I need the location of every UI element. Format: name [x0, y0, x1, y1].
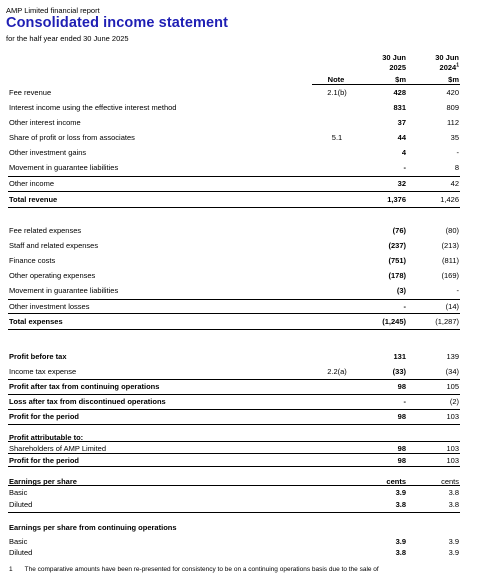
table-row [0, 241, 477, 255]
row-value-2024: (2) [449, 397, 459, 406]
row-value-2024: 420 [446, 88, 459, 97]
row-value-2025: (751) [388, 256, 406, 265]
table-row [0, 523, 477, 537]
row-divider [8, 379, 460, 380]
row-value-2024: 35 [450, 133, 459, 142]
table-row [0, 103, 477, 117]
row-divider [8, 424, 460, 425]
header-rule [312, 84, 460, 85]
row-value-2025: 3.8 [395, 548, 406, 557]
prior-header-line1: 30 Jun [435, 53, 459, 62]
row-label: Movement in guarantee liabilities [9, 286, 119, 295]
row-value-2025: 98 [397, 456, 406, 465]
row-value-2024: 112 [447, 118, 459, 127]
row-value-2024: 8 [454, 163, 459, 172]
row-value-2024: 139 [446, 352, 459, 361]
row-label: Earnings per share [9, 477, 77, 486]
row-label: Other investment losses [9, 302, 90, 311]
footnote-text: The comparative amounts have been re-presented for consistency to be on a continuing operations basis due to the sale of [24, 566, 379, 573]
row-value-2024: (34) [445, 367, 459, 376]
row-divider [8, 191, 460, 192]
row-value-2025: - [403, 302, 406, 311]
row-value-2024: 103 [446, 456, 459, 465]
row-value-2024: (169) [441, 271, 459, 280]
row-value-2025: 37 [397, 118, 406, 127]
table-row [0, 88, 477, 102]
table-row [0, 548, 477, 562]
prior-header-footnote-marker: 1 [456, 62, 459, 68]
row-value-2024: (1,287) [435, 317, 459, 326]
note-header-text: Note [327, 75, 345, 84]
row-label: Fee related expenses [9, 226, 82, 235]
row-value-2024: 42 [450, 179, 459, 188]
row-value-2024: 103 [446, 444, 459, 453]
row-label: Total expenses [9, 317, 63, 326]
row-note: 2.2(a) [327, 367, 347, 376]
row-label: Loss after tax from discontinued operations [9, 397, 166, 406]
row-value-2024: 3.8 [448, 500, 459, 509]
row-value-2024: cents [441, 477, 459, 486]
row-value-2025: 1,376 [387, 195, 406, 204]
table-row [0, 148, 477, 162]
table-row [0, 286, 477, 300]
row-value-2025: (76) [392, 226, 406, 235]
row-value-2024: (213) [441, 241, 459, 250]
row-value-2025: - [403, 163, 406, 172]
row-value-2025: 3.9 [395, 488, 406, 497]
row-value-2025: 3.9 [395, 537, 406, 546]
row-note: 5.1 [331, 133, 343, 142]
row-label: Profit for the period [9, 412, 79, 421]
row-value-2025: (33) [392, 367, 406, 376]
table-row [0, 256, 477, 270]
prior-period-column-header [420, 53, 459, 85]
row-label: Finance costs [9, 256, 56, 265]
row-label: Fee revenue [9, 88, 52, 97]
row-label: Interest income using the effective interest method [9, 103, 177, 112]
row-label: Basic [9, 537, 28, 546]
table-row [0, 456, 477, 470]
row-label: Other operating expenses [9, 271, 96, 280]
row-value-2025: 32 [397, 179, 406, 188]
prior-header-line2: 2024 [439, 62, 457, 72]
row-label: Share of profit or loss from associates [9, 133, 135, 142]
row-value-2025: 4 [401, 148, 406, 157]
row-value-2025: 131 [393, 352, 406, 361]
row-value-2024: - [456, 148, 459, 157]
row-label: Profit after tax from continuing operations [9, 382, 160, 391]
table-row [0, 226, 477, 240]
table-row [0, 352, 477, 366]
row-value-2024: 3.9 [448, 548, 459, 557]
row-divider [8, 207, 460, 208]
current-header-line1: 30 Jun [382, 53, 406, 62]
row-divider [8, 329, 460, 330]
row-value-2025: 98 [397, 412, 406, 421]
row-label: Shareholders of AMP Limited [9, 444, 106, 453]
row-label: Basic [9, 488, 28, 497]
row-label: Diluted [9, 548, 33, 557]
row-label: Other investment gains [9, 148, 87, 157]
table-row [0, 163, 477, 177]
row-label: Staff and related expenses [9, 241, 99, 250]
row-divider [8, 441, 460, 442]
row-value-2025: 44 [397, 133, 406, 142]
row-value-2024: 105 [446, 382, 459, 391]
page-title: Consolidated income statement [6, 15, 229, 31]
row-label: Other interest income [9, 118, 81, 127]
current-header-line2: 2025 [389, 62, 406, 72]
current-period-column-header [370, 53, 406, 85]
page-subtitle: for the half year ended 30 June 2025 [6, 34, 129, 43]
row-divider [8, 394, 460, 395]
row-value-2024: 3.9 [448, 537, 459, 546]
row-value-2024: - [456, 286, 459, 295]
row-value-2025: (3) [396, 286, 406, 295]
row-label: Movement in guarantee liabilities [9, 163, 119, 172]
row-label: Income tax expense [9, 367, 77, 376]
row-value-2025: - [403, 397, 406, 406]
row-value-2025: 428 [393, 88, 406, 97]
row-divider [8, 176, 460, 177]
row-note: 2.1(b) [327, 88, 347, 97]
row-divider [8, 409, 460, 410]
row-divider [8, 485, 460, 486]
footnote-number: 1 [9, 566, 13, 573]
row-divider [8, 512, 460, 513]
row-value-2025: cents [386, 477, 406, 486]
row-value-2024: 103 [446, 412, 459, 421]
row-label: Total revenue [9, 195, 58, 204]
report-label: AMP Limited financial report [6, 6, 100, 15]
row-value-2025: 98 [397, 382, 406, 391]
row-label: Profit attributable to: [9, 433, 84, 442]
row-label: Profit for the period [9, 456, 79, 465]
row-value-2025: (178) [388, 271, 406, 280]
row-divider [8, 466, 460, 467]
row-divider [8, 299, 460, 300]
row-value-2024: 1,426 [440, 195, 459, 204]
current-header-unit: $m [395, 75, 406, 84]
row-value-2025: (1,245) [382, 317, 406, 326]
table-row [0, 133, 477, 147]
row-value-2025: 98 [397, 444, 406, 453]
row-value-2024: (811) [442, 256, 459, 265]
row-label: Profit before tax [9, 352, 67, 361]
row-value-2025: 831 [393, 103, 406, 112]
row-divider [8, 453, 460, 454]
row-value-2025: 3.8 [395, 500, 406, 509]
row-value-2024: (14) [445, 302, 459, 311]
row-label: Other income [9, 179, 55, 188]
row-value-2024: 3.8 [448, 488, 459, 497]
row-value-2024: (80) [445, 226, 459, 235]
row-label: Diluted [9, 500, 33, 509]
row-value-2024: 809 [446, 103, 459, 112]
row-value-2025: (237) [388, 241, 406, 250]
table-row [0, 118, 477, 132]
row-divider [8, 313, 460, 314]
table-row [0, 271, 477, 285]
prior-header-unit: $m [448, 75, 459, 84]
row-label: Earnings per share from continuing operations [9, 523, 177, 532]
